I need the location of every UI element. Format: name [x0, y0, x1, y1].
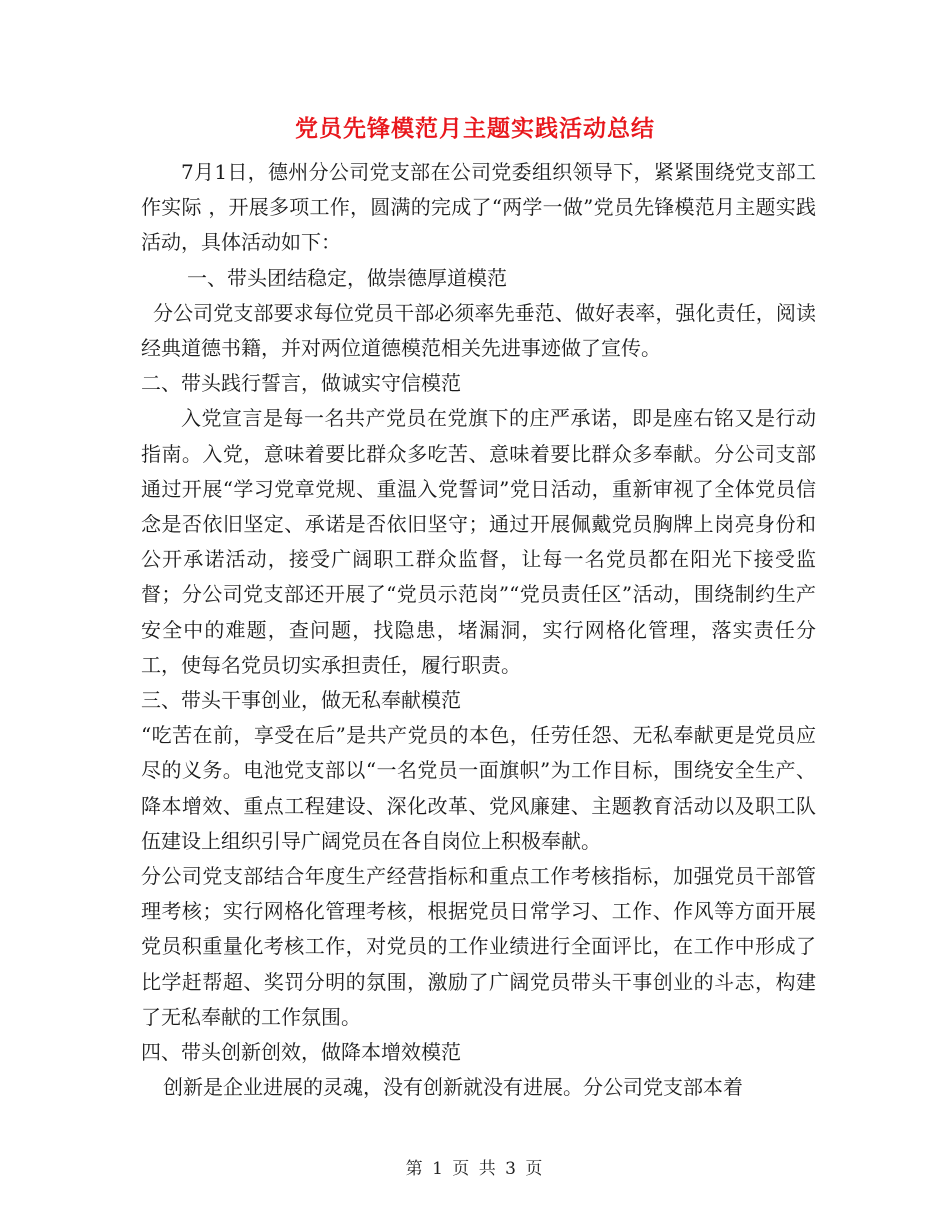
section-heading-3: 三、带头干事创业，做无私奉献模范	[141, 688, 461, 713]
page-number: 第 1 页 共 3 页	[405, 1159, 545, 1179]
body-paragraph: 分公司党支部结合年度生产经营指标和重点工作考核指标，加强党员干部管理考核；实行网格化管理考核，根据党员日常学习、工作、作风等方面开展党员积重量化考核工作，对党员的工作业绩进行全面评比，在工作中形成了比学赶帮超、奖罚分明的氛围，激励了广阔党员带头干事创业的斗志，构建了无私奉献的工作氛围。	[141, 864, 816, 1029]
intro-paragraph: 7月1日，德州分公司党支部在公司党委组织领导下，紧紧围绕党支部工作实际 ，开展多项工作，圆满的完成了“两学一做”党员先锋模范月主题实践活动，具体活动如下：	[141, 160, 816, 255]
section-heading-1: 一、带头团结稳定，做崇德厚道模范	[187, 265, 507, 290]
section-heading-4: 四、带头创新创效，做降本增效模范	[141, 1040, 461, 1065]
body-paragraph: 分公司党支部要求每位党员干部必须率先垂范、做好表率，强化责任，阅读经典道德书籍，并对两位道德模范相关先进事迹做了宣传。	[141, 300, 816, 361]
document-body	[141, 155, 816, 1105]
section-heading-2: 二、带头践行誓言，做诚实守信模范	[141, 371, 461, 396]
body-paragraph: 入党宣言是每一名共产党员在党旗下的庄严承诺，即是座右铭又是行动指南。入党，意味着要比群众多吃苦、意味着要比群众多奉献。分公司支部通过开展“学习党章党规、重温入党誓词”党日活动，重新审视了全体党员信念是否依旧坚定、承诺是否依旧坚守；通过开展佩戴党员胸牌上岗亮身份和公开承诺活动，接受广阔职工群众监督，让每一名党员都在阳光下接受监督；分公司党支部还开展了“党员示范岗”“党员责任区”活动，围绕制约生产安全中的难题，查问题，找隐患，堵漏洞，实行网格化管理，落实责任分工，使每名党员切实承担责任，履行职责。	[141, 406, 816, 677]
body-paragraph: “吃苦在前，享受在后”是共产党员的本色，任劳任怨、无私奉献更是党员应尽的义务。电池党支部以“一名党员一面旗帜”为工作目标，围绕安全生产、降本增效、重点工程建设、深化改革、党风廉建、主题教育活动以及职工队伍建设上组织引导广阔党员在各自岗位上积极奉献。	[141, 723, 816, 853]
body-paragraph: 创新是企业进展的灵魂，没有创新就没有进展。分公司党支部本着	[163, 1075, 743, 1100]
document-title: 党员先锋模范月主题实践活动总结	[295, 116, 655, 142]
